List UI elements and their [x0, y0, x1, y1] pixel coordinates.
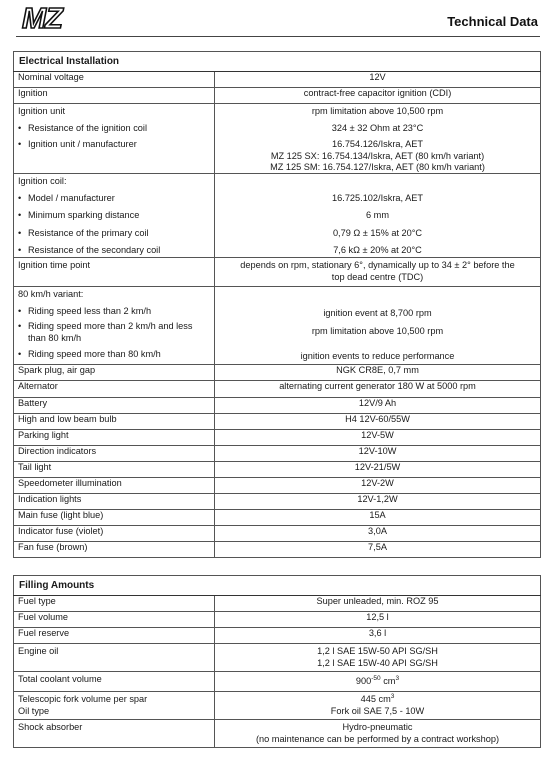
- table-row: [14, 672, 541, 692]
- row-value: 1,2 l SAE 15W-40 API SG/SH: [317, 657, 438, 668]
- row-label: Spark plug, air gap: [14, 365, 215, 381]
- row-value: MZ 125 SM: 16.754.127/Iskra, AET (80 km/h variant): [270, 162, 485, 173]
- row-label-group: [14, 692, 215, 720]
- row-sublabel: • Riding speed more than 2 km/h and less: [28, 321, 193, 332]
- row-value: Hydro-pneumatic: [342, 722, 413, 733]
- row-label: Engine oil: [14, 644, 215, 672]
- electrical-installation-table: [13, 51, 541, 558]
- row-value: ignition events to reduce performance: [300, 350, 455, 361]
- table-row: [14, 446, 541, 462]
- table-row: [14, 174, 541, 258]
- row-value: NGK CR8E, 0,7 mm: [215, 365, 541, 381]
- table-header-row: [14, 576, 541, 596]
- row-value-group: [215, 672, 541, 692]
- table-row: [14, 596, 541, 612]
- row-value: 12V-10W: [215, 446, 541, 462]
- table-row: [14, 72, 541, 88]
- filling-amounts-table: [13, 575, 541, 748]
- row-sublabel-group: [18, 321, 210, 344]
- row-value: depends on rpm, stationary 6°, dynamically up to 34 ± 2° before the: [240, 260, 515, 271]
- row-value: [219, 694, 536, 705]
- table-row: [14, 478, 541, 494]
- table-row: [14, 88, 541, 104]
- row-value: alternating current generator 180 W at 5000 rpm: [215, 381, 541, 398]
- row-sublabel: • Riding speed less than 2 km/h: [18, 306, 210, 317]
- coolant-unit: cm: [380, 676, 396, 687]
- row-label: Shock absorber: [14, 720, 215, 748]
- fork-volume-exponent: 3: [390, 693, 395, 701]
- row-value: 1,2 l SAE 15W-50 API SG/SH: [317, 646, 438, 657]
- table-row: [14, 258, 541, 287]
- row-sublabel: • Resistance of the secondary coil: [18, 245, 210, 256]
- row-sublabel: • Ignition unit / manufacturer: [18, 139, 210, 150]
- coolant-value: 900: [355, 676, 372, 687]
- row-sublabel: • Resistance of the primary coil: [18, 228, 210, 239]
- table-row: [14, 692, 541, 720]
- row-label: Fuel reserve: [14, 628, 215, 644]
- row-label: Alternator: [14, 381, 215, 398]
- row-value: 12V-21/5W: [215, 462, 541, 478]
- table-row: [14, 462, 541, 478]
- table-row: [14, 365, 541, 381]
- row-value: 16.754.126/Iskra, AET: [332, 139, 423, 150]
- row-value-group: [215, 104, 541, 174]
- table-row: [14, 612, 541, 628]
- row-value: 7,5A: [215, 542, 541, 558]
- section-heading: Electrical Installation: [14, 52, 541, 72]
- row-value: 15A: [215, 510, 541, 526]
- row-value: 324 ± 32 Ohm at 23°C: [331, 122, 424, 133]
- header-rule: [16, 36, 540, 37]
- table-row: [14, 430, 541, 446]
- row-value: 3,6 l: [215, 628, 541, 644]
- row-value: rpm limitation above 10,500 rpm: [311, 326, 444, 337]
- row-value: ignition event at 8,700 rpm: [323, 307, 432, 318]
- row-sublabel: than 80 km/h: [28, 332, 82, 343]
- table-row: [14, 628, 541, 644]
- row-value: 12V-5W: [215, 430, 541, 446]
- row-value: Super unleaded, min. ROZ 95: [215, 596, 541, 612]
- table-row: [14, 414, 541, 430]
- table-row: [14, 526, 541, 542]
- row-label: Fuel type: [14, 596, 215, 612]
- row-label-group: [14, 174, 215, 258]
- row-sublabel: • Resistance of the ignition coil: [18, 123, 210, 134]
- table-header-row: [14, 52, 541, 72]
- row-value-group: [215, 720, 541, 748]
- row-label: Speedometer illumination: [14, 478, 215, 494]
- row-value: MZ 125 SX: 16.754.134/Iskra, AET (80 km/h variant): [270, 150, 485, 161]
- row-sublabel: • Model / manufacturer: [18, 193, 210, 204]
- row-value: 16.725.102/Iskra, AET: [332, 192, 423, 203]
- table-row: [14, 510, 541, 526]
- row-value: 12V-2W: [215, 478, 541, 494]
- page-title: Technical Data: [447, 14, 538, 29]
- row-value: contract-free capacitor ignition (CDI): [215, 88, 541, 104]
- row-value: 12V-1,2W: [215, 494, 541, 510]
- fork-volume: 445 cm: [360, 694, 391, 705]
- row-label: Battery: [14, 398, 215, 414]
- row-label: Fan fuse (brown): [14, 542, 215, 558]
- row-label: Ignition coil:: [18, 176, 67, 187]
- table-row: [14, 644, 541, 672]
- row-value: 6 mm: [366, 210, 389, 221]
- row-value: top dead centre (TDC): [331, 271, 424, 282]
- row-value: Fork oil SAE 7,5 - 10W: [330, 705, 425, 716]
- row-label: 80 km/h variant:: [18, 289, 84, 300]
- row-label: Main fuse (light blue): [14, 510, 215, 526]
- row-value: 7,6 kΩ ± 20% at 20°C: [333, 245, 422, 256]
- coolant-tolerance: -50: [371, 675, 381, 683]
- coolant-unit-exponent: 3: [395, 675, 400, 683]
- row-value: H4 12V-60/55W: [215, 414, 541, 430]
- row-label: Ignition: [14, 88, 215, 104]
- section-heading: Filling Amounts: [14, 576, 541, 596]
- table-row: [14, 104, 541, 174]
- row-label: Oil type: [18, 705, 50, 716]
- row-label: Telescopic fork volume per spar: [18, 694, 148, 705]
- row-value: rpm limitation above 10,500 rpm: [311, 106, 444, 117]
- row-label-group: [14, 287, 215, 365]
- row-value-group: [215, 258, 541, 287]
- row-label: Nominal voltage: [14, 72, 215, 88]
- table-row: [14, 287, 541, 365]
- row-value-group: [215, 692, 541, 720]
- row-label: High and low beam bulb: [14, 414, 215, 430]
- row-value-group: [215, 174, 541, 258]
- row-label-group: [14, 104, 215, 174]
- row-value: 0,79 Ω ± 15% at 20°C: [332, 227, 423, 238]
- row-value: 12V: [215, 72, 541, 88]
- table-row: [14, 720, 541, 748]
- row-value-group: [215, 644, 541, 672]
- row-label: Fuel volume: [14, 612, 215, 628]
- mz-logo: MZ: [22, 3, 62, 35]
- row-label: Direction indicators: [14, 446, 215, 462]
- table-row: [14, 542, 541, 558]
- table-row: [14, 381, 541, 398]
- row-value: 3,0A: [215, 526, 541, 542]
- row-label: Ignition unit: [18, 106, 65, 117]
- row-label: Ignition time point: [14, 258, 215, 287]
- row-value: 12V/9 Ah: [215, 398, 541, 414]
- row-sublabel: • Minimum sparking distance: [18, 210, 210, 221]
- row-value: (no maintenance can be performed by a contract workshop): [255, 733, 500, 744]
- row-label: Total coolant volume: [14, 672, 215, 692]
- row-label: Indicator fuse (violet): [14, 526, 215, 542]
- row-label: Indication lights: [14, 494, 215, 510]
- row-label: Parking light: [14, 430, 215, 446]
- row-value-group: [215, 287, 541, 365]
- row-label: Tail light: [14, 462, 215, 478]
- page-header: [0, 0, 542, 40]
- table-row: [14, 398, 541, 414]
- row-sublabel: • Riding speed more than 80 km/h: [18, 349, 210, 360]
- table-row: [14, 494, 541, 510]
- row-value: 12,5 l: [215, 612, 541, 628]
